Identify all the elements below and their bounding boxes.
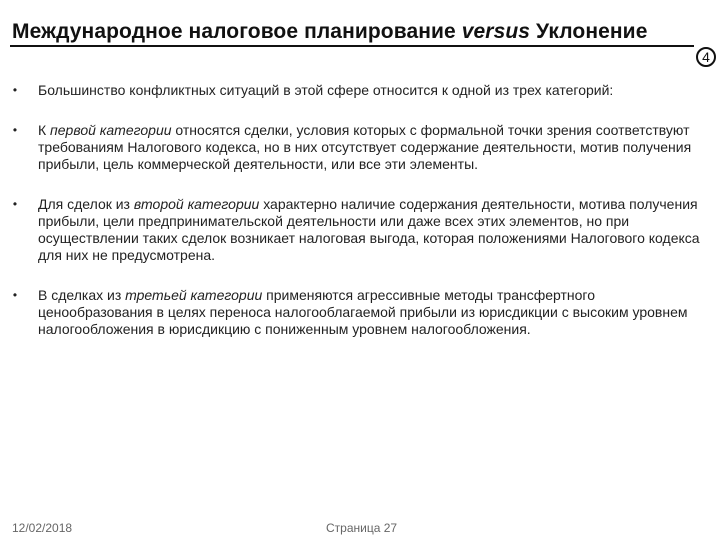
bullet-item	[10, 122, 700, 173]
bullet-dot-icon: •	[12, 83, 18, 97]
title-emphasis: versus	[461, 20, 531, 43]
title-part-1: Международное налоговое планирование	[12, 20, 462, 43]
bullet-text-post: относятся сделки, условия которых с формальной точки зрения соответствуют требованиям Налогового кодекса, но в них отсутствует содержание деятельности, мотив получения прибыли, цель коммерческой деятельности, или все эти элементы.	[38, 122, 692, 172]
bullet-text: Большинство конфликтных ситуаций в этой сфере относится к одной из трех категорий:	[38, 82, 614, 98]
footer-date: 12/02/2018	[12, 521, 73, 535]
bullet-text-pre: Для сделок из	[38, 196, 134, 212]
slide-number-badge: 4	[696, 47, 716, 67]
bullet-text-pre: В сделках из	[38, 287, 126, 303]
title-part-2: Уклонение	[530, 20, 648, 43]
bullet-text-post: характерно наличие содержания деятельности, мотива получения прибыли, цели предпринимательской деятельности или даже всех этих элементов, но при осуществлении таких сделок возникает налоговая выгода, которая положениями Налогового кодекса для них не предусмотрена.	[38, 196, 700, 263]
bullet-text-pre: К	[38, 122, 51, 138]
bullet-dot-icon: •	[12, 197, 18, 211]
title-divider	[10, 45, 694, 47]
bullet-item	[10, 287, 700, 338]
bullet-text-emphasis: третьей категории	[125, 287, 263, 303]
bullet-text-emphasis: первой категории	[50, 122, 172, 138]
footer-page-number: Страница 27	[326, 521, 398, 535]
bullet-text-emphasis: второй категории	[133, 196, 260, 212]
bullet-item	[10, 82, 700, 99]
bullet-list	[10, 82, 700, 338]
bullet-item	[10, 196, 700, 264]
title-row	[12, 14, 692, 48]
bullet-text-post: применяются агрессивные методы трансфертного ценообразования в целях переноса налогооблагаемой прибыли из юрисдикции с высоким уровнем налогообложения в юрисдикцию с пониженным уровнем налогообложения.	[38, 287, 688, 337]
bullet-dot-icon: •	[12, 123, 18, 137]
bullet-dot-icon: •	[12, 288, 18, 302]
slide-title	[12, 20, 647, 44]
